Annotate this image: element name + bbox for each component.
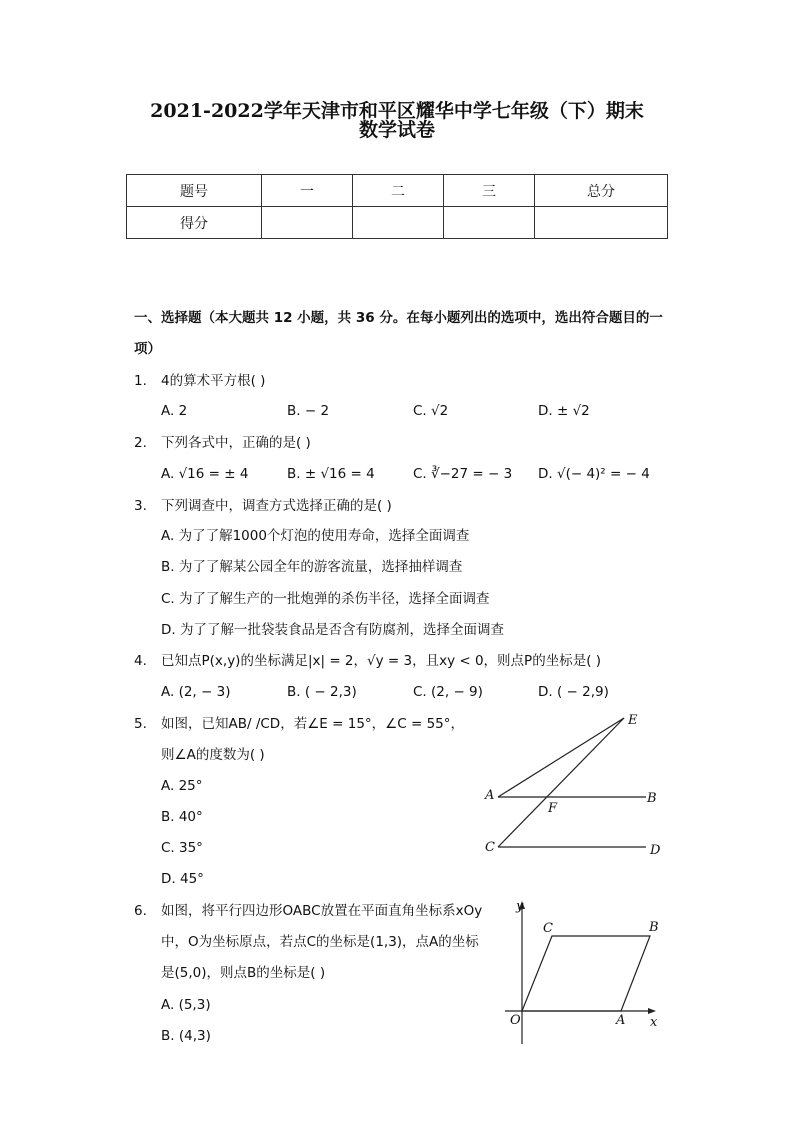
label-b: B xyxy=(647,791,657,806)
question-1-number: 1. xyxy=(134,373,147,389)
header-cell-total: 总分 xyxy=(535,175,668,207)
line-ce xyxy=(498,718,624,847)
line-ae xyxy=(498,718,624,797)
question-5-stem-cont: 则∠A的度数为( ) xyxy=(161,747,265,763)
label-x: x xyxy=(650,1015,658,1030)
label-d: D xyxy=(650,843,661,858)
question-1-stem: 4的算术平方根( ) xyxy=(161,373,266,389)
question-6-stem-cont: 中，O为坐标原点，若点C的坐标是(1,3)，点A的坐标 xyxy=(161,934,479,950)
score-table-header-row xyxy=(127,175,668,207)
question-4-option-d[interactable]: D. ( − 2,9) xyxy=(538,684,609,700)
question-4-stem: 已知点P(x,y)的坐标满足|x| = 2，√y = 3，且xy < 0，则点P的坐标是( ) xyxy=(161,653,602,669)
question-2-stem: 下列各式中，正确的是( ) xyxy=(161,435,311,451)
question-5-stem: 如图，已知AB/ /CD，若∠E = 15°，∠C = 55°， xyxy=(161,716,465,732)
question-2-option-a[interactable]: A. √16 = ± 4 xyxy=(161,466,249,482)
question-3-number: 3. xyxy=(134,498,147,514)
header-cell-part1: 一 xyxy=(262,175,353,207)
score-table-score-row xyxy=(127,207,668,239)
label-c: C xyxy=(543,921,553,936)
label-e: E xyxy=(628,713,638,728)
question-1-option-d[interactable]: D. ± √2 xyxy=(538,403,590,419)
question-5-option-c[interactable]: C. 35° xyxy=(161,840,203,856)
row-label-score: 得分 xyxy=(127,207,262,239)
question-6-stem-cont2: 是(5,0)，则点B的坐标是( ) xyxy=(161,965,326,981)
parallelogram-oabc xyxy=(522,936,650,1011)
x-axis-arrow-icon xyxy=(648,1008,656,1014)
question-3-option-a[interactable]: A. 为了了解1000个灯泡的使用寿命，选择全面调查 xyxy=(161,528,470,544)
score-cell-total[interactable] xyxy=(535,207,668,239)
question-2-number: 2. xyxy=(134,435,147,451)
question-1-option-b[interactable]: B. − 2 xyxy=(287,403,330,419)
figure-6-coordinate-parallelogram xyxy=(500,896,670,1046)
question-6-number: 6. xyxy=(134,903,147,919)
question-4-option-a[interactable]: A. (2, − 3) xyxy=(161,684,231,700)
question-5-option-b[interactable]: B. 40° xyxy=(161,809,203,825)
question-6-option-b[interactable]: B. (4,3) xyxy=(161,1028,211,1044)
question-2-option-c[interactable]: C. ∛−27 = − 3 xyxy=(413,466,513,482)
score-table xyxy=(126,174,668,239)
label-o: O xyxy=(510,1013,521,1028)
header-cell-number: 题号 xyxy=(127,175,262,207)
question-3-stem: 下列调查中，调查方式选择正确的是( ) xyxy=(161,498,392,514)
header-cell-part2: 二 xyxy=(353,175,444,207)
label-f: F xyxy=(548,801,558,816)
section-heading: 一、选择题（本大题共 12 小题，共 36 分。在每小题列出的选项中，选出符合题目的一 xyxy=(134,310,663,326)
question-5-option-d[interactable]: D. 45° xyxy=(161,871,204,887)
label-y: y xyxy=(516,899,524,914)
question-2-option-b[interactable]: B. ± √16 = 4 xyxy=(287,466,375,482)
label-a: A xyxy=(616,1013,626,1028)
question-5-number: 5. xyxy=(134,716,147,732)
score-cell-part3[interactable] xyxy=(444,207,535,239)
question-4-option-c[interactable]: C. (2, − 9) xyxy=(413,684,483,700)
label-c: C xyxy=(485,840,495,855)
question-3-option-b[interactable]: B. 为了了解某公园全年的游客流量，选择抽样调查 xyxy=(161,559,463,575)
score-cell-part2[interactable] xyxy=(353,207,444,239)
question-1-option-c[interactable]: C. √2 xyxy=(413,403,449,419)
question-4-option-b[interactable]: B. ( − 2,3) xyxy=(287,684,357,700)
exam-title-line1: 2021-2022学年天津市和平区耀华中学七年级（下）期末 xyxy=(150,100,644,122)
figure-5-parallel-lines xyxy=(480,708,670,868)
question-1-option-a[interactable]: A. 2 xyxy=(161,403,188,419)
question-3-option-d[interactable]: D. 为了了解一批袋装食品是否含有防腐剂，选择全面调查 xyxy=(161,622,504,638)
question-6-option-a[interactable]: A. (5,3) xyxy=(161,997,211,1013)
question-6-stem: 如图，将平行四边形OABC放置在平面直角坐标系xOy xyxy=(161,903,483,919)
exam-title-line2: 数学试卷 xyxy=(358,119,435,141)
question-5-option-a[interactable]: A. 25° xyxy=(161,778,203,794)
score-cell-part1[interactable] xyxy=(262,207,353,239)
label-a: A xyxy=(485,788,495,803)
header-cell-part3: 三 xyxy=(444,175,535,207)
question-4-number: 4. xyxy=(134,653,147,669)
label-b: B xyxy=(649,920,659,935)
question-2-option-d[interactable]: D. √(− 4)² = − 4 xyxy=(538,466,650,482)
section-heading-cont: 项） xyxy=(134,341,161,357)
question-3-option-c[interactable]: C. 为了了解生产的一批炮弹的杀伤半径，选择全面调查 xyxy=(161,591,490,607)
